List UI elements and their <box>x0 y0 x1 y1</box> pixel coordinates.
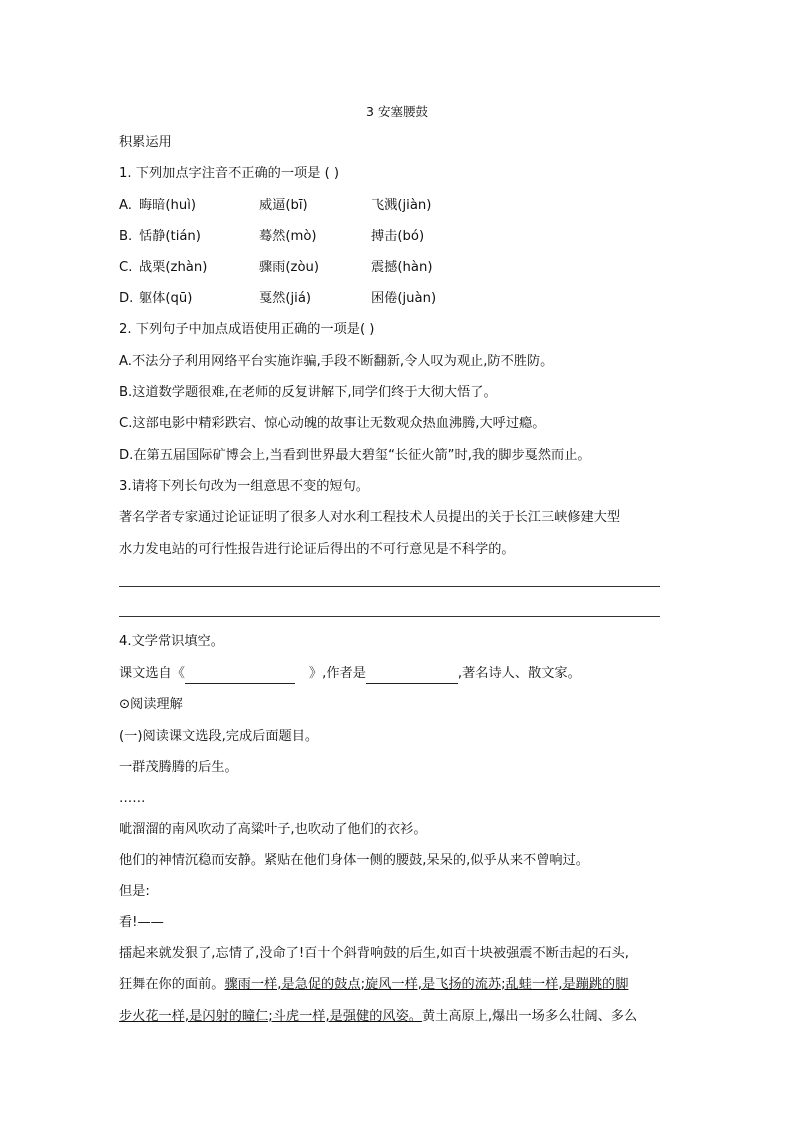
reading-paragraph <box>119 975 628 995</box>
option-item: 威逼(bī) <box>259 198 308 213</box>
section-heading-reading: ⊙阅读理解 <box>119 697 183 712</box>
reading-paragraph: 擂起来就发狠了,忘情了,没命了!百十个斜背响鼓的后生,如百十块被强震不断击起的石头, <box>119 946 629 961</box>
reading-paragraph <box>119 1007 637 1027</box>
reading-paragraph: 他们的神情沉稳而安静。紧贴在他们身体一侧的腰鼓,呆呆的,似乎从来不曾响过。 <box>119 853 589 868</box>
underlined-passage: 骤雨一样,是急促的鼓点;旋风一样,是飞扬的流苏;乱蛙一样,是蹦跳的脚 <box>224 977 629 992</box>
question-4-fill-sentence <box>119 664 581 684</box>
reading-paragraph: 一群茂腾腾的后生。 <box>119 760 238 775</box>
option-item: 困倦(juàn) <box>371 291 437 306</box>
reading-intro: (一)阅读课文选段,完成后面题目。 <box>119 729 319 744</box>
option-item: 晦暗(huì) <box>139 198 197 213</box>
underlined-passage: 步火花一样,是闪射的瞳仁;斗虎一样,是强健的风姿。 <box>119 1009 422 1024</box>
section-heading-accumulation: 积累运用 <box>119 135 172 150</box>
source-blank[interactable] <box>185 667 295 684</box>
author-blank[interactable] <box>366 667 458 684</box>
fill-text-part-1: 课文选自《 <box>119 666 185 681</box>
option-item: 飞溅(jiàn) <box>371 198 432 213</box>
question-3-text-line-2: 水力发电站的可行性报告进行论证后得出的不可行意见是不科学的。 <box>119 542 515 557</box>
option-item: 骤雨(zòu) <box>259 260 320 275</box>
answer-line-1[interactable] <box>119 586 660 587</box>
question-1-option-d <box>119 289 483 309</box>
option-item: 蓦然(mò) <box>259 229 317 244</box>
fill-text-part-3: ,著名诗人、散文家。 <box>457 666 581 681</box>
question-1-option-b <box>119 227 483 247</box>
question-3-text-line-1: 著名学者专家通过论证证明了很多人对水利工程技术人员提出的关于长江三峡修建大型 <box>119 510 621 525</box>
answer-line-2[interactable] <box>119 616 660 617</box>
option-letter: C. <box>119 260 133 275</box>
reading-paragraph: 看!—— <box>119 915 164 930</box>
option-letter: A. <box>119 198 132 213</box>
question-2-option-d: D.在第五届国际矿博会上,当看到世界最大碧玺“长征火箭”时,我的脚步戛然而止。 <box>119 448 591 463</box>
question-2-stem: 2. 下列句子中加点成语使用正确的一项是( ) <box>119 322 375 337</box>
reading-paragraph: 但是: <box>119 884 150 899</box>
option-letter: B. <box>119 229 133 244</box>
question-1-stem: 1. 下列加点字注音不正确的一项是 ( ) <box>119 166 340 181</box>
reading-plain-text: 黄土高原上,爆出一场多么壮阔、多么 <box>421 1009 638 1024</box>
option-item: 战栗(zhàn) <box>139 260 208 275</box>
option-item: 恬静(tián) <box>139 229 201 244</box>
option-item: 躯体(qū) <box>139 291 193 306</box>
question-3-stem: 3.请将下列长句改为一组意思不变的短句。 <box>119 479 369 494</box>
question-2-option-a: A.不法分子利用网络平台实施诈骗,手段不断翻新,令人叹为观止,防不胜防。 <box>119 354 554 369</box>
reading-paragraph: 呲溜溜的南风吹动了高粱叶子,也吹动了他们的衣衫。 <box>119 822 427 837</box>
option-item: 搏击(bó) <box>371 229 425 244</box>
option-letter: D. <box>119 291 134 306</box>
question-2-option-b: B.这道数学题很难,在老师的反复讲解下,同学们终于大彻大悟了。 <box>119 385 497 400</box>
option-item: 戛然(jiá) <box>259 291 312 306</box>
option-item: 震撼(hàn) <box>371 260 433 275</box>
fill-text-part-2: 》,作者是 <box>308 666 366 681</box>
page-title: 3 安塞腰鼓 <box>366 104 428 119</box>
reading-plain-text: 狂舞在你的面前。 <box>119 977 225 992</box>
reading-ellipsis: …… <box>119 791 146 806</box>
question-4-stem: 4.文学常识填空。 <box>119 634 224 649</box>
question-2-option-c: C.这部电影中精彩跌宕、惊心动魄的故事让无数观众热血沸腾,大呼过瘾。 <box>119 416 546 431</box>
question-1-option-a <box>119 196 483 216</box>
question-1-option-c <box>119 258 483 278</box>
